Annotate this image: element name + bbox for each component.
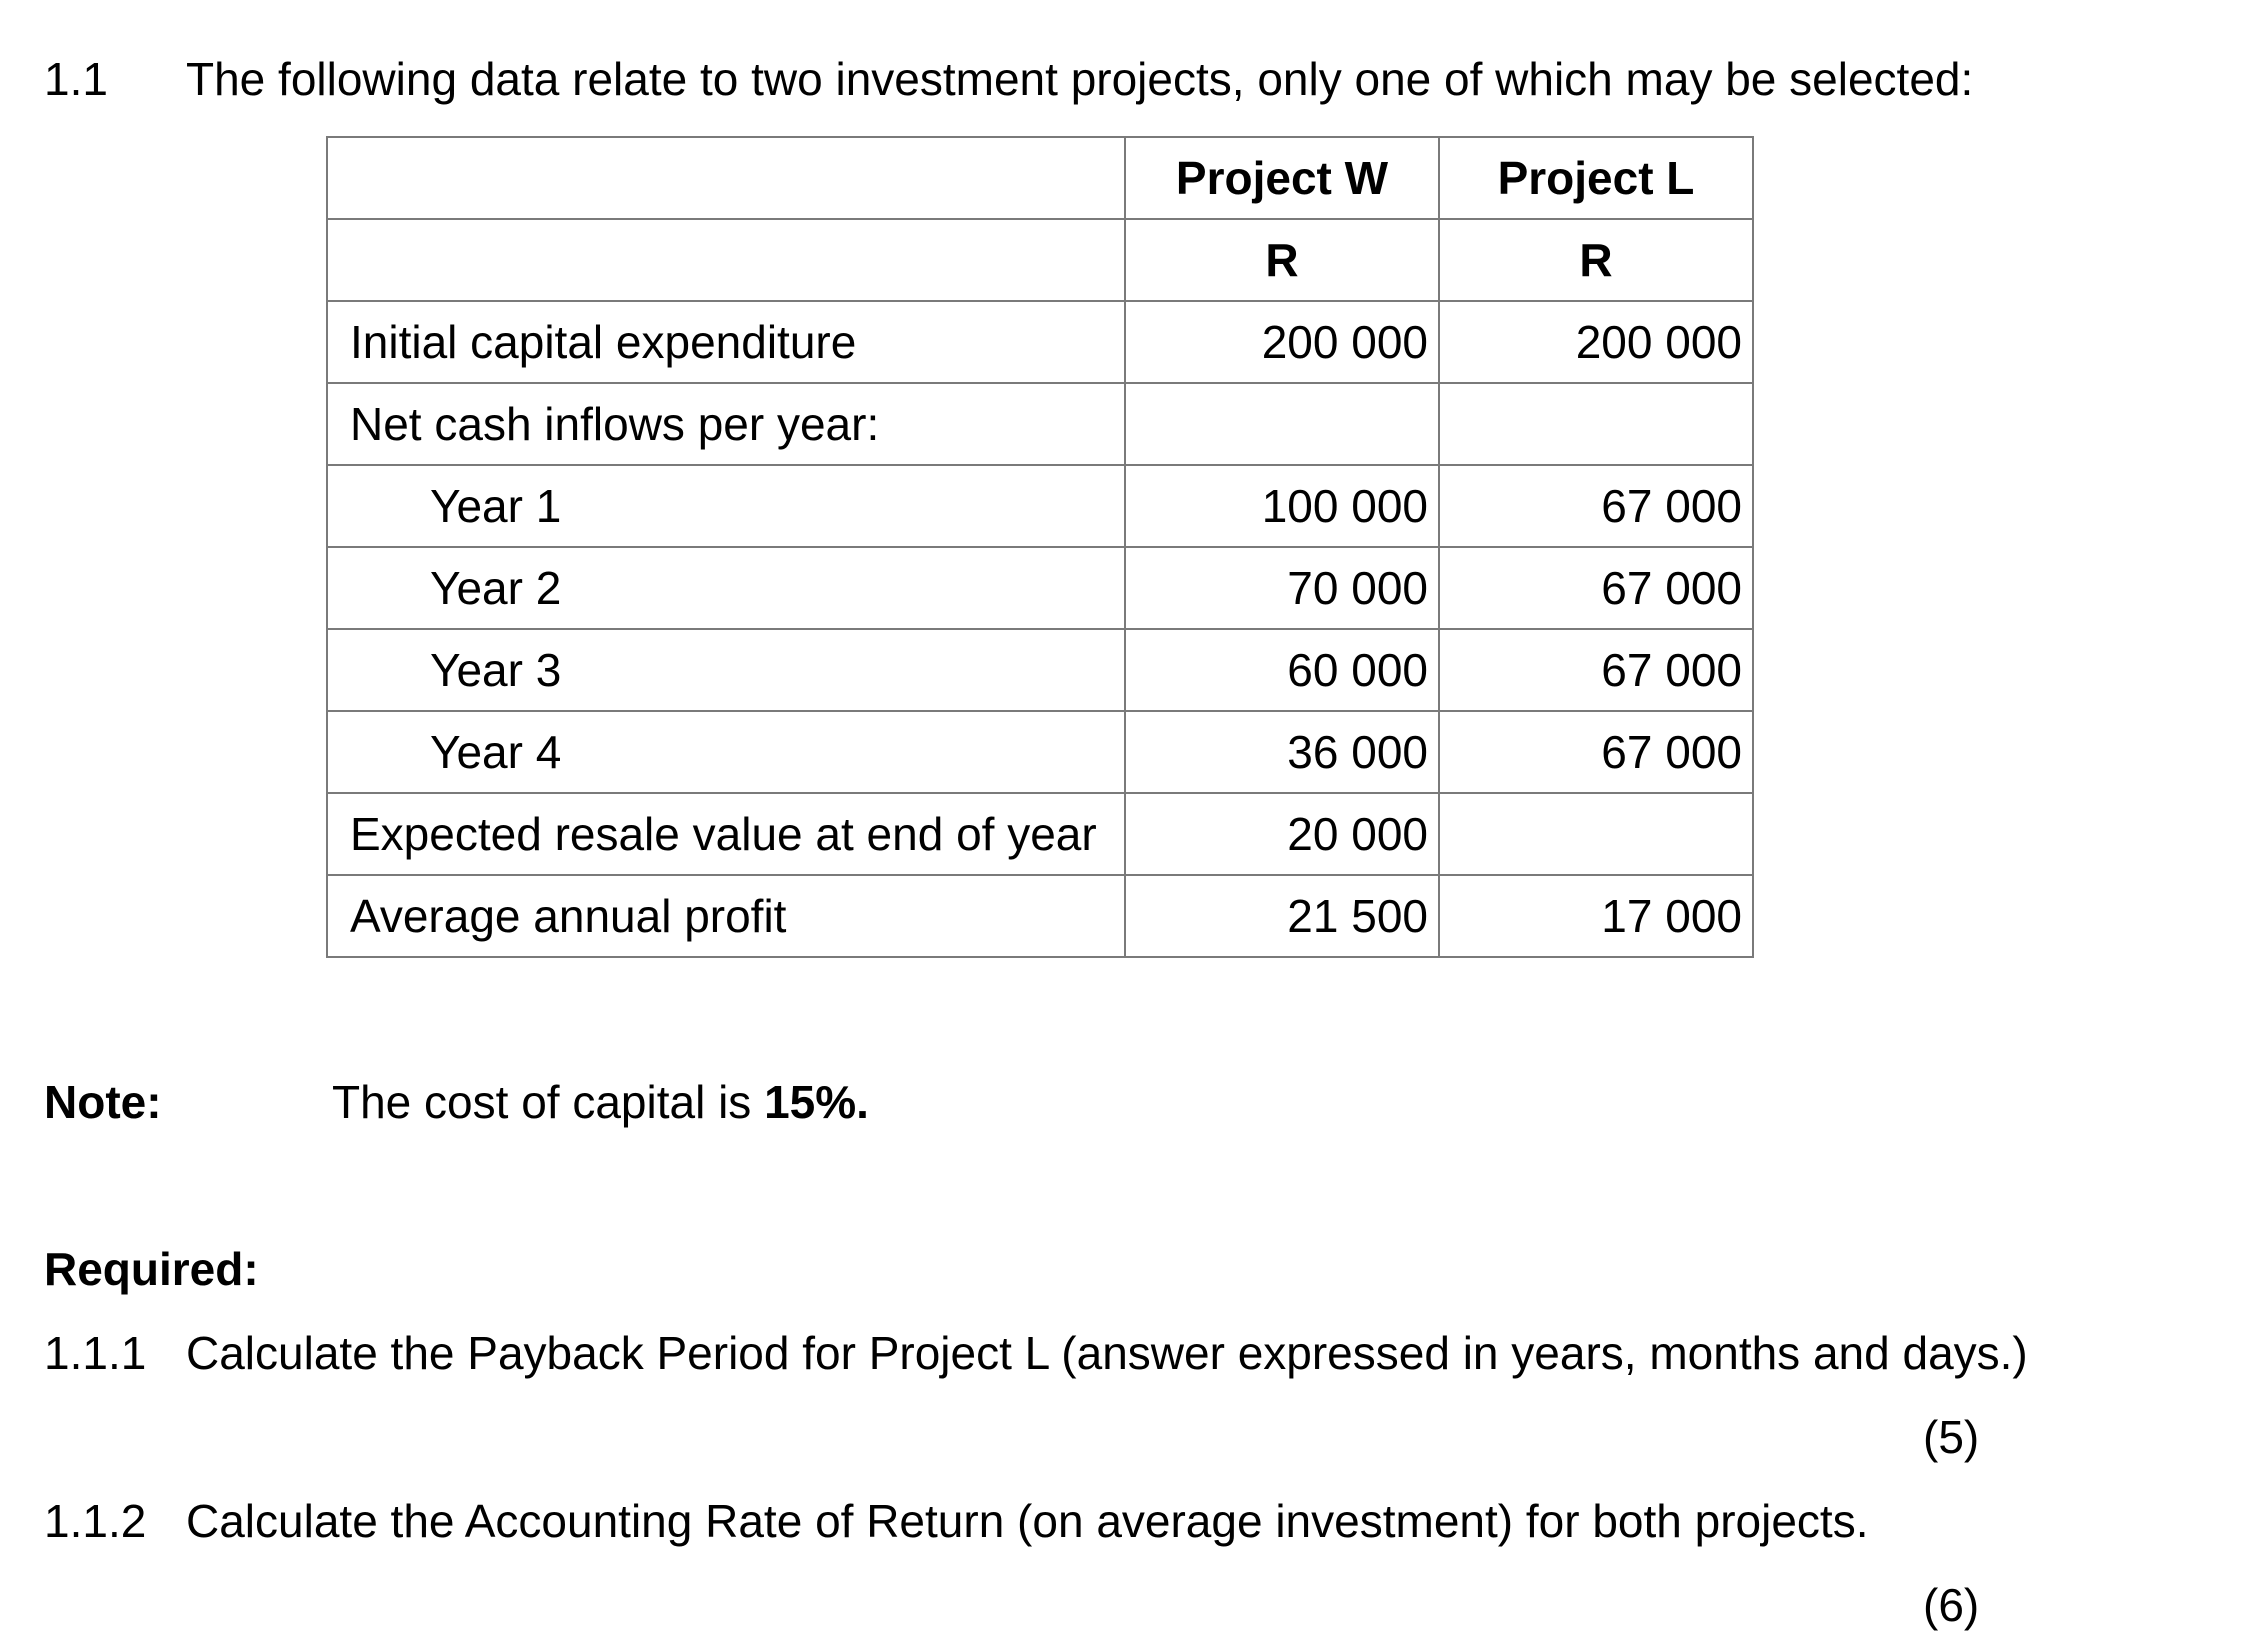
value-project-l: 200 000 <box>1439 301 1753 383</box>
value-project-w: 200 000 <box>1125 301 1439 383</box>
note-text-plain: The cost of capital is <box>332 1076 765 1128</box>
table-row <box>327 547 1753 629</box>
table-row <box>327 711 1753 793</box>
value-project-l: 17 000 <box>1439 875 1753 957</box>
subquestion-number: 1.1.2 <box>44 1495 147 1547</box>
value-project-w: 21 500 <box>1125 875 1439 957</box>
subquestion-marks: (6) <box>1923 1579 1980 1631</box>
note-text-bold: 15%. <box>764 1076 869 1128</box>
currency-project-w: R <box>1125 219 1439 301</box>
question-number: 1.1 <box>44 53 108 105</box>
value-project-l: 67 000 <box>1439 465 1753 547</box>
note-text <box>332 1075 869 1129</box>
subquestion-marks: (5) <box>1923 1411 1980 1463</box>
subquestion-number: 1.1.1 <box>44 1327 147 1379</box>
value-project-w <box>1125 383 1439 465</box>
table-header-row <box>327 137 1753 219</box>
table-row <box>327 629 1753 711</box>
row-label: Year 4 <box>327 711 1125 793</box>
header-project-w: Project W <box>1125 137 1439 219</box>
row-label: Initial capital expenditure <box>327 301 1125 383</box>
value-project-l: 67 000 <box>1439 547 1753 629</box>
note-label: Note: <box>44 1076 162 1128</box>
value-project-l <box>1439 793 1753 875</box>
row-label: Average annual profit <box>327 875 1125 957</box>
value-project-l: 67 000 <box>1439 629 1753 711</box>
table-currency-row <box>327 219 1753 301</box>
table-row <box>327 793 1753 875</box>
row-label: Expected resale value at end of year <box>327 793 1125 875</box>
value-project-w: 100 000 <box>1125 465 1439 547</box>
value-project-w: 60 000 <box>1125 629 1439 711</box>
value-project-w: 70 000 <box>1125 547 1439 629</box>
currency-project-l: R <box>1439 219 1753 301</box>
row-label: Year 2 <box>327 547 1125 629</box>
value-project-w: 20 000 <box>1125 793 1439 875</box>
row-label: Year 3 <box>327 629 1125 711</box>
table-row <box>327 465 1753 547</box>
subquestion-text: Calculate the Payback Period for Project L (answer expressed in years, months and days.) <box>186 1327 2028 1379</box>
question-intro: The following data relate to two investment projects, only one of which may be selected: <box>186 53 1974 105</box>
table-row <box>327 383 1753 465</box>
header-project-l: Project L <box>1439 137 1753 219</box>
row-label: Net cash inflows per year: <box>327 383 1125 465</box>
table-row <box>327 301 1753 383</box>
value-project-l: 67 000 <box>1439 711 1753 793</box>
value-project-w: 36 000 <box>1125 711 1439 793</box>
investment-data-table <box>326 136 1754 958</box>
table-header-blank <box>327 137 1125 219</box>
value-project-l <box>1439 383 1753 465</box>
required-label: Required: <box>44 1243 259 1295</box>
table-currency-blank <box>327 219 1125 301</box>
table-row <box>327 875 1753 957</box>
subquestion-text: Calculate the Accounting Rate of Return (on average investment) for both projects. <box>186 1495 1869 1547</box>
row-label: Year 1 <box>327 465 1125 547</box>
